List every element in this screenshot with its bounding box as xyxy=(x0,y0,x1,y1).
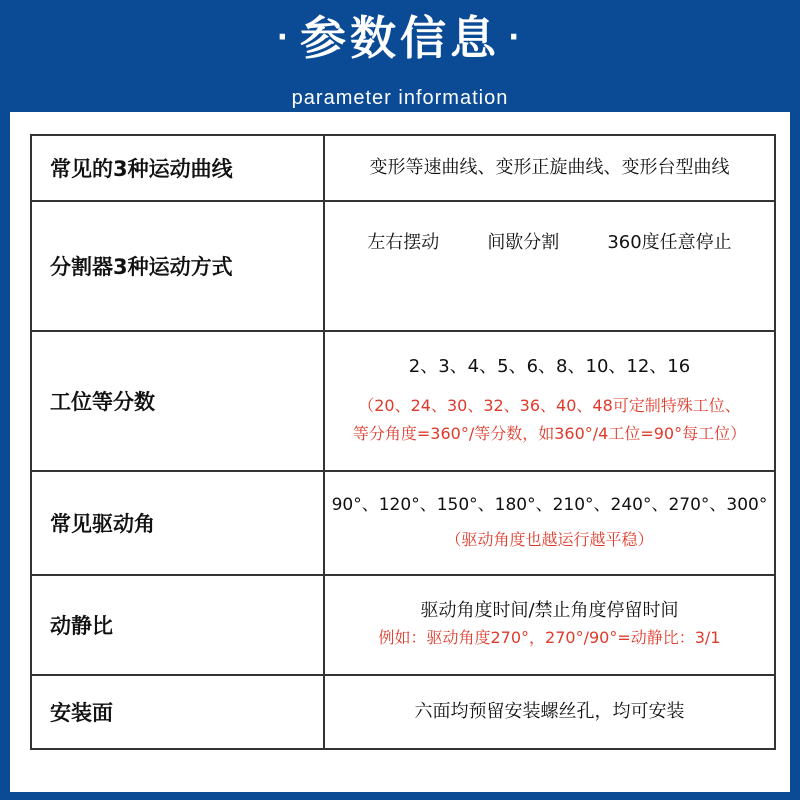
title-text: 参数信息 xyxy=(300,11,500,65)
value-text: 2、3、4、5、6、8、10、12、16 xyxy=(408,356,691,377)
value-item: 间歇分割 xyxy=(487,232,560,253)
value-text: 90°、120°、150°、180°、210°、240°、270°、300° xyxy=(331,495,768,515)
title-dot-left: · xyxy=(276,19,292,55)
row-label: 常见的3种运动曲线 xyxy=(31,135,324,201)
table-row xyxy=(31,471,775,575)
note-text: 等分角度=360°/等分数，如360°/4工位=90°每工位） xyxy=(352,424,747,443)
content-panel xyxy=(10,112,790,792)
value-text: 变形等速曲线、变形正旋曲线、变形台型曲线 xyxy=(369,157,730,178)
row-value xyxy=(324,331,775,471)
value-text: 驱动角度时间/禁止角度停留时间 xyxy=(420,600,679,621)
table-row xyxy=(31,135,775,201)
note-text: 例如：驱动角度270°，270°/90°=动静比：3/1 xyxy=(378,628,721,647)
row-value xyxy=(324,471,775,575)
title-dot-right: · xyxy=(508,19,524,55)
row-label: 工位等分数 xyxy=(31,331,324,471)
header xyxy=(0,0,800,112)
row-value xyxy=(324,575,775,675)
table-row xyxy=(31,675,775,749)
parameter-table xyxy=(30,134,776,750)
row-label: 安装面 xyxy=(31,675,324,749)
table-row xyxy=(31,575,775,675)
page-title xyxy=(0,8,800,72)
value-item: 左右摆动 xyxy=(367,232,440,253)
table-row xyxy=(31,331,775,471)
row-label: 动静比 xyxy=(31,575,324,675)
note-text: （20、24、30、32、36、40、48可定制特殊工位、 xyxy=(358,396,741,415)
row-value xyxy=(324,675,775,749)
value-item: 360度任意停止 xyxy=(607,232,732,253)
value-text: 六面均预留安装螺丝孔，均可安装 xyxy=(414,701,685,722)
note-text: （驱动角度也越运行越平稳） xyxy=(445,530,654,549)
page-subtitle: parameter information xyxy=(291,87,509,109)
table-row xyxy=(31,201,775,331)
row-label: 分割器3种运动方式 xyxy=(31,201,324,331)
row-value xyxy=(324,201,775,331)
row-label: 常见驱动角 xyxy=(31,471,324,575)
row-value xyxy=(324,135,775,201)
